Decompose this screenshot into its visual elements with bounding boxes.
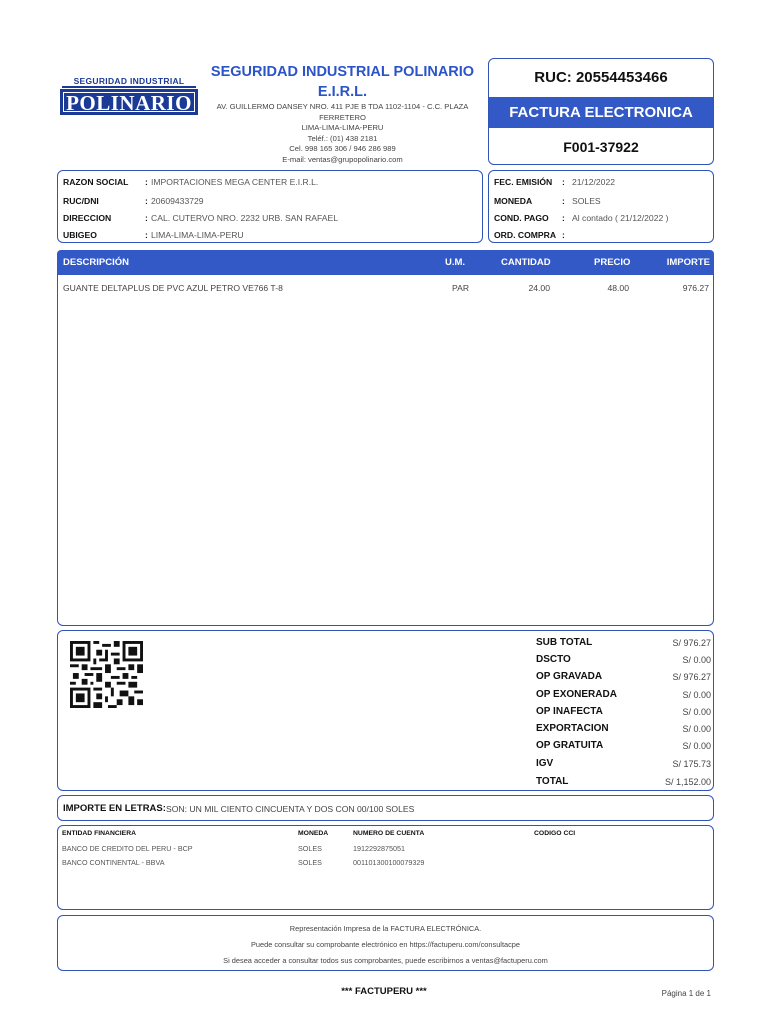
label: UBIGEO: [63, 230, 97, 240]
col-cci: CODIGO CCI: [534, 830, 576, 837]
account-number: 001101300100079329: [353, 858, 425, 867]
company-cel: Cel. 998 165 306 / 946 286 989: [289, 144, 396, 153]
total-value: S/ 0.00: [682, 707, 711, 717]
total-value: S/ 1,152.00: [664, 777, 711, 787]
purchase-order-row: [494, 229, 572, 241]
col-amount: IMPORTE: [666, 257, 710, 268]
issue-date-row: [494, 176, 615, 188]
total-value: S/ 976.27: [672, 638, 711, 648]
provider-brand: *** FACTUPERU ***: [341, 986, 427, 997]
item-price: 48.00: [607, 283, 629, 293]
amount-in-words-label: IMPORTE EN LETRAS:: [63, 803, 166, 814]
logo-top-text: SEGURIDAD INDUSTRIAL: [73, 76, 185, 86]
qr-code-icon: [70, 641, 143, 708]
company-name: SEGURIDAD INDUSTRIAL POLINARIO E.I.R.L.: [210, 64, 475, 100]
company-email: E-mail: ventas@grupopolinario.com: [282, 154, 403, 164]
separator: :: [562, 177, 565, 187]
page-number: Página 1 de 1: [661, 989, 711, 998]
payment-row: [494, 212, 669, 224]
total-value: S/ 0.00: [682, 724, 711, 734]
invoice-number: F001-37922: [563, 139, 639, 155]
total-label: OP GRATUITA: [536, 740, 604, 751]
invoice-id-box: [488, 58, 714, 165]
value: Al contado ( 21/12/2022 ): [572, 213, 669, 223]
document-type: FACTURA ELECTRONICA: [489, 97, 713, 128]
item-quantity: 24.00: [528, 283, 550, 293]
bank-entity: BANCO DE CREDITO DEL PERU - BCP: [62, 844, 193, 853]
currency-row: [494, 195, 601, 207]
total-label: EXPORTACION: [536, 723, 609, 734]
bank-currency: SOLES: [298, 858, 322, 867]
col-unit: U.M.: [445, 257, 466, 268]
col-description: DESCRIPCIÓN: [63, 257, 129, 268]
col-price: PRECIO: [594, 257, 631, 268]
label: DIRECCION: [63, 213, 112, 223]
col-account-number: NUMERO DE CUENTA: [353, 830, 425, 837]
totals-box: [57, 630, 714, 791]
label: RUC/DNI: [63, 196, 99, 206]
company-header: [205, 62, 480, 165]
total-value: S/ 976.27: [672, 672, 711, 682]
item-unit: PAR: [452, 283, 470, 293]
separator: :: [562, 230, 565, 240]
value: LIMA-LIMA-LIMA-PERU: [151, 230, 244, 240]
amount-in-words-box: [57, 795, 714, 821]
account-number: 1912292875051: [353, 844, 405, 853]
total-label: TOTAL: [536, 776, 569, 787]
footer-line-2: Puede consultar su comprobante electrónico en https://factuperu.com/consultacpe: [250, 940, 521, 949]
company-address: AV. GUILLERMO DANSEY NRO. 411 PJE B TDA 1102-1104 - C.C. PLAZA FERRETERO: [216, 102, 469, 122]
footer-line-1: Representación Impresa de la FACTURA ELECTRÓNICA.: [289, 924, 482, 933]
value: SOLES: [572, 196, 601, 206]
company-location: LIMA-LIMA-LIMA-PERU: [301, 123, 384, 132]
col-bank-currency: MONEDA: [298, 830, 329, 837]
value: 21/12/2022: [572, 177, 616, 187]
total-label: OP EXONERADA: [536, 689, 617, 700]
total-label: OP INAFECTA: [536, 706, 603, 717]
separator: :: [562, 196, 565, 206]
label: MONEDA: [494, 196, 533, 206]
col-bank-entity: ENTIDAD FINANCIERA: [62, 830, 137, 837]
separator: :: [145, 230, 148, 240]
invoice-meta-box: [488, 170, 714, 243]
company-logo: [60, 76, 198, 114]
label: RAZON SOCIAL: [63, 177, 129, 187]
total-label: IGV: [536, 758, 554, 769]
issuer-ruc: RUC: 20554453466: [534, 69, 668, 86]
total-value: S/ 0.00: [682, 690, 711, 700]
bank-entity: BANCO CONTINENTAL - BBVA: [62, 858, 165, 867]
item-description: GUANTE DELTAPLUS DE PVC AZUL PETRO VE766 T-8: [63, 283, 283, 293]
client-address-row: [63, 212, 338, 224]
separator: :: [145, 196, 148, 206]
col-quantity: CANTIDAD: [501, 257, 551, 268]
amount-in-words-value: SON: UN MIL CIENTO CINCUENTA Y DOS CON 00/100 SOLES: [166, 804, 415, 814]
total-value: S/ 0.00: [682, 655, 711, 665]
client-info-box: [57, 170, 483, 243]
separator: :: [145, 213, 148, 223]
separator: :: [145, 177, 148, 187]
total-label: SUB TOTAL: [536, 637, 593, 648]
client-ubigeo-row: [63, 229, 244, 241]
value: 20609433729: [151, 196, 204, 206]
items-table-body: [57, 275, 714, 626]
logo-divider: [62, 86, 196, 88]
total-label: DSCTO: [536, 654, 571, 665]
total-value: S/ 175.73: [672, 759, 711, 769]
value: IMPORTACIONES MEGA CENTER E.I.R.L.: [151, 177, 319, 187]
bank-currency: SOLES: [298, 844, 322, 853]
footer-line-3: Si desea acceder a consultar todos sus comprobantes, puede escribirnos a ventas@factuperu.com: [223, 956, 548, 965]
client-ruc-row: [63, 195, 204, 207]
items-table-header: [57, 250, 714, 275]
label: ORD. COMPRA: [494, 230, 557, 240]
separator: :: [562, 213, 565, 223]
legal-footer-box: [57, 915, 714, 971]
total-label: OP GRAVADA: [536, 671, 603, 682]
item-amount: 976.27: [682, 283, 709, 293]
label: FEC. EMISIÓN: [494, 177, 553, 187]
company-phone: Teléf.: (01) 438 2181: [307, 133, 378, 143]
client-razon-row: [63, 176, 318, 188]
label: COND. PAGO: [494, 213, 549, 223]
total-value: S/ 0.00: [682, 741, 711, 751]
logo-main-text: POLINARIO: [60, 89, 198, 115]
bank-accounts-box: [57, 825, 714, 910]
value: CAL. CUTERVO NRO. 2232 URB. SAN RAFAEL: [151, 213, 339, 223]
